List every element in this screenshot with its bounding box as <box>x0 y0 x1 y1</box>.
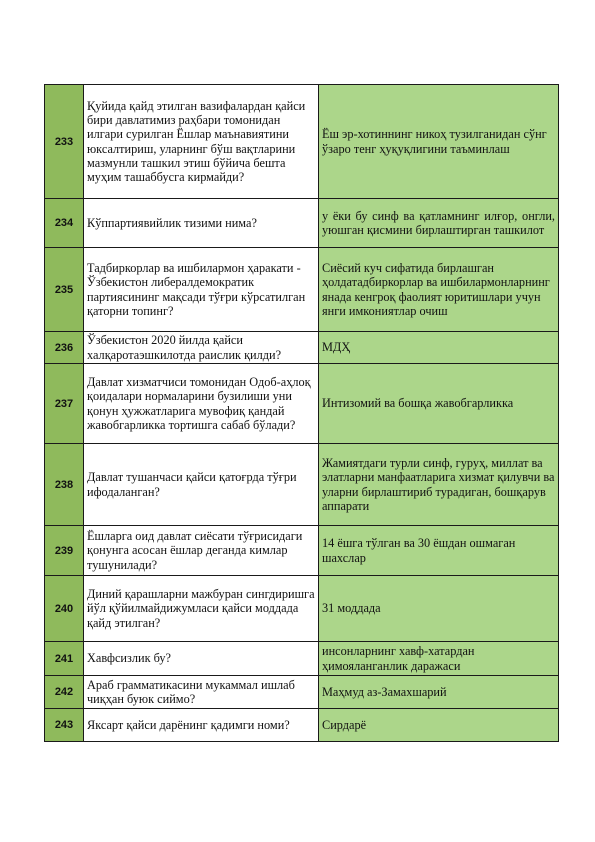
question-cell: Араб грамматикасини мукаммал ишлаб чиқҳан буюк сиймо? <box>84 676 319 709</box>
question-cell: Яксарт қайси дарёнинг қадимги номи? <box>84 709 319 742</box>
row-number: 242 <box>45 676 84 709</box>
table-row <box>45 526 559 576</box>
question-cell: Ўзбекистон 2020 йилда қайси халқаротаэшкилотда раислик қилди? <box>84 332 319 364</box>
table-row <box>45 332 559 364</box>
question-cell: Қуйида қайд этилган вазифалардан қайси бири давлатимиз раҳбари томонидан илгари сурилган Ёшлар маънавиятини юксалтириш, уларнинг бўш вақтларини мазмунли ташкил этиш бўйича бешта муҳим ташаббусга кирмайди? <box>84 85 319 199</box>
question-cell: Диний қарашларни мажбуран сингдиришга йўл қўйилмайдижумласи қайси моддада қайд этилган? <box>84 576 319 642</box>
row-number: 238 <box>45 444 84 526</box>
answer-cell: 14 ёшга тўлган ва 30 ёшдан ошмаган шахслар <box>319 526 559 576</box>
table-row <box>45 199 559 248</box>
table-row <box>45 364 559 444</box>
table-row <box>45 85 559 199</box>
row-number: 233 <box>45 85 84 199</box>
answer-cell: МДҲ <box>319 332 559 364</box>
answer-cell: Ёш эр-хотиннинг никоҳ тузилганидан сўнг ўзаро тенг ҳуқуқлигини таъминлаш <box>319 85 559 199</box>
question-cell: Давлат тушанчаси қайси қатоғрда тўғри ифодаланган? <box>84 444 319 526</box>
table-row <box>45 444 559 526</box>
answer-cell: у ёки бу синф ва қатламнинг илғор, онгли, уюшган қисмини бирлаштирган ташкилот <box>319 199 559 248</box>
row-number: 241 <box>45 642 84 676</box>
answer-cell: Жамиятдаги турли синф, гуруҳ, миллат ва элатларни манфаатларига хизмат қилувчи ва уларни бирлаштириб турадиган, бошқарув аппарати <box>319 444 559 526</box>
answer-cell: 31 моддада <box>319 576 559 642</box>
row-number: 239 <box>45 526 84 576</box>
table-row <box>45 248 559 332</box>
table-row <box>45 709 559 742</box>
answer-cell: Сирдарё <box>319 709 559 742</box>
question-cell: Ёшларга оид давлат сиёсати тўғрисидаги қонунга асосан ёшлар деганда кимлар тушунилади? <box>84 526 319 576</box>
question-cell: Кўппартиявийлик тизими нима? <box>84 199 319 248</box>
row-number: 234 <box>45 199 84 248</box>
question-cell: Тадбиркорлар ва ишбилармон ҳаракати - Ўзбекистон либералдемократик партиясининг мақсади тўғри кўрсатилган қаторни топинг? <box>84 248 319 332</box>
questions-table <box>44 84 559 742</box>
answer-cell: Маҳмуд аз-Замахшарий <box>319 676 559 709</box>
row-number: 243 <box>45 709 84 742</box>
row-number: 240 <box>45 576 84 642</box>
question-cell: Давлат хизматчиси томонидан Одоб-аҳлоқ қоидалари нормаларини бузилиши уни қонун ҳужжатларига мувофиқ қандай жавобгарликка тортишга сабаб бўлади? <box>84 364 319 444</box>
table-row <box>45 576 559 642</box>
row-number: 235 <box>45 248 84 332</box>
row-number: 237 <box>45 364 84 444</box>
answer-cell: Интизомий ва бошқа жавобгарликка <box>319 364 559 444</box>
question-cell: Хавфсизлик бу? <box>84 642 319 676</box>
answer-cell: Сиёсий куч сифатида бирлашган ҳолдатадбиркорлар ва ишбилармонларнинг янада кенгроқ фаолият юритишлари учун янги имкониятлар очиш <box>319 248 559 332</box>
table-row <box>45 642 559 676</box>
row-number: 236 <box>45 332 84 364</box>
table-row <box>45 676 559 709</box>
answer-cell: инсонларнинг хавф-хатардан ҳимояланганлик даражаси <box>319 642 559 676</box>
